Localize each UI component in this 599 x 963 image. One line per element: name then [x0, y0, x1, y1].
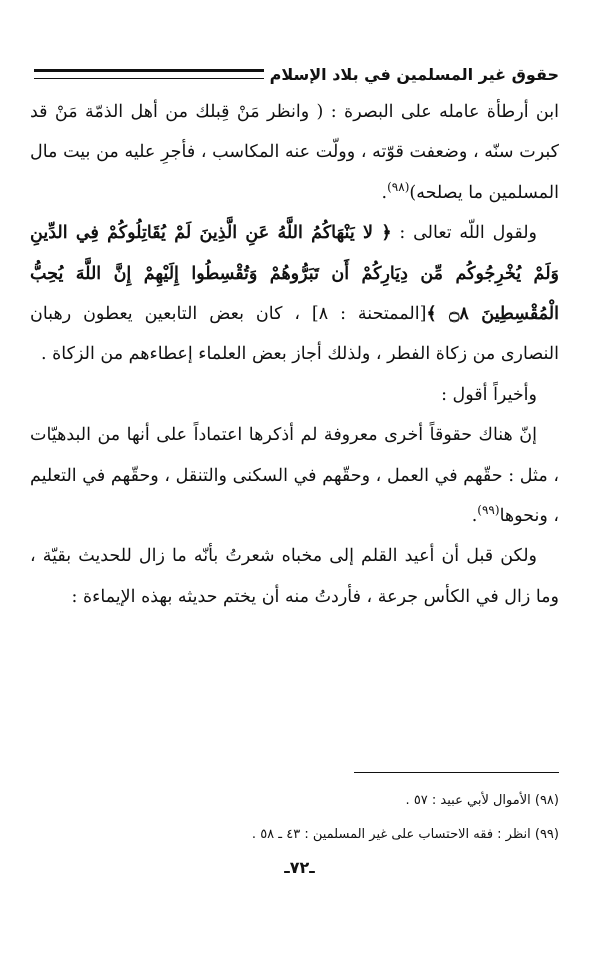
header-title: حقوق غير المسلمين في بلاد الإسلام [269, 64, 559, 84]
running-header [34, 60, 565, 88]
paragraph-3: وأخيراً أقول : [441, 384, 537, 405]
body-text [30, 92, 559, 617]
paragraph-4 [30, 415, 559, 536]
footnote-ref-99[interactable]: (٩٩) [477, 503, 500, 518]
paragraph-2-rest: [الممتحنة : ٨] ، كان بعض التابعين يعطون رهبان النصارى من زكاة الفطر ، ولذلك أجاز بعض العلماء إعطاءهم من الزكاة . [30, 304, 559, 365]
footnote-ref-98[interactable]: (٩٨) [387, 179, 410, 194]
header-rule [34, 69, 264, 79]
footnote-98: (٩٨) الأموال لأبي عبيد : ٥٧ . [405, 793, 559, 808]
paragraph-1-end: . [381, 182, 388, 203]
paragraph-4-text: إنّ هناك حقوقاً أخرى معروفة لم أذكرها اعتماداً على أنها من البدهيّات ، مثل : حقّهم في العمل ، وحقّهم في السكنى والتنقل ، وحقّهم في التعليم ، ونحوها [30, 425, 559, 527]
paragraph-1 [30, 92, 559, 213]
quran-verse: ﴿ لا يَنْهَاكُمُ اللَّهُ عَنِ الَّذِينَ لَمْ يُقَاتِلُوكُمْ فِي الدِّينِ وَلَمْ يُخْرِجُوكُم مِّن دِيَارِكُمْ أَن تَبَرُّوهُمْ وَتُقْسِطُوا إِلَيْهِمْ إِنَّ اللَّهَ يُحِبُّ الْمُقْسِطِينَ ۝٨ ﴾ [30, 223, 559, 325]
paragraph-4-end: . [471, 506, 478, 527]
paragraph-2-start: ولقول اللّه تعالى : [399, 223, 537, 244]
page-number: ـ٧٢ـ [284, 858, 315, 877]
footnotes [40, 784, 559, 852]
footnote-99: (٩٩) انظر : فقه الاحتساب على غير المسلمين : ٤٣ ـ ٥٨ . [251, 827, 559, 842]
paragraph-1-text: ابن أرطأة عامله على البصرة : ( وانظر مَنْ قِبلك من أهل الذمّة مَنْ قد كبرت سنّه ، وضعفت قوّته ، وولّت عنه المكاسب ، فأجرِ عليه من بيت مال المسلمين ما يصلحه) [30, 102, 559, 203]
paragraph-2 [30, 213, 559, 375]
paragraph-5: ولكن قبل أن أعيد القلم إلى مخباه شعرتُ بأنّه ما زال للحديث بقيّة ، وما زال في الكأس جرعة ، فأردتُ منه أن يختم حديثه بهذه الإيماءة : [30, 546, 559, 607]
footnote-separator [354, 772, 559, 773]
